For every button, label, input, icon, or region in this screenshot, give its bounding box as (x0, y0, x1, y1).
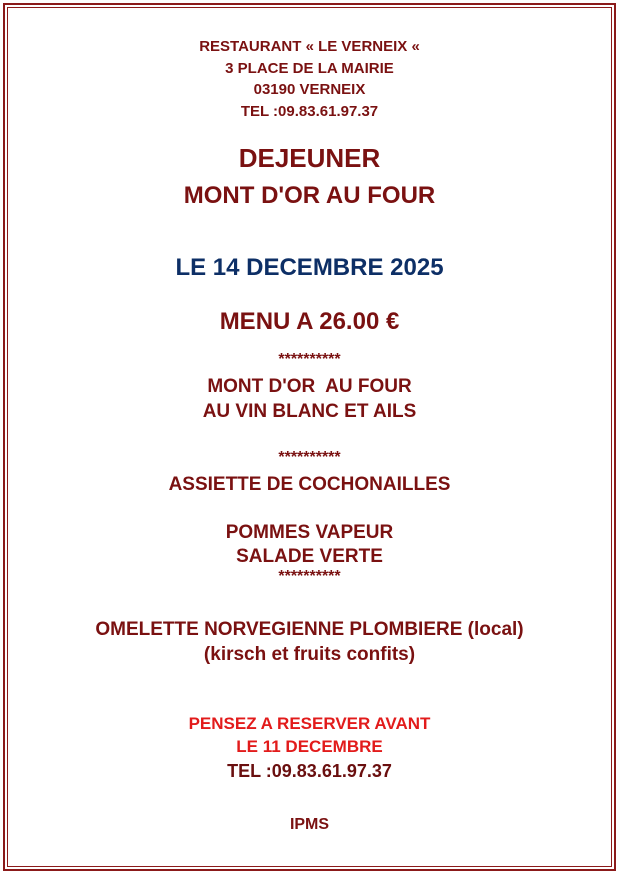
side-dish-1: POMMES VAPEUR (225, 522, 394, 543)
restaurant-name: RESTAURANT « LE VERNEIX « (199, 38, 420, 55)
separator: ********** (278, 351, 341, 368)
header-telephone: TEL :09.83.61.97.37 (240, 103, 379, 120)
dish-title: MONT D'OR AU FOUR (183, 182, 436, 209)
event-date: LE 14 DECEMBRE 2025 (175, 254, 444, 281)
reservation-notice-2: LE 11 DECEMBRE (236, 737, 383, 756)
dessert-line-2: (kirsch et fruits confits) (203, 644, 416, 665)
main-course: ASSIETTE DE COCHONAILLES (168, 474, 451, 495)
postcode-city: 03190 VERNEIX (253, 81, 366, 98)
organizer: IPMS (289, 816, 330, 833)
dessert-line-1: OMELETTE NORVEGIENNE PLOMBIERE (local) (95, 619, 524, 640)
address-line: 3 PLACE DE LA MAIRIE (225, 60, 394, 77)
starter-line-2: AU VIN BLANC ET AILS (202, 401, 417, 422)
meal-title: DEJEUNER (238, 143, 381, 173)
menu-price: MENU A 26.00 € (219, 308, 400, 335)
separator: ********** (278, 568, 341, 585)
side-dish-2: SALADE VERTE (236, 546, 383, 567)
starter-line-1: MONT D'OR AU FOUR (207, 376, 412, 397)
footer-telephone: TEL :09.83.61.97.37 (227, 761, 392, 781)
separator: ********** (278, 449, 341, 466)
reservation-notice-1: PENSEZ A RESERVER AVANT (188, 714, 431, 733)
